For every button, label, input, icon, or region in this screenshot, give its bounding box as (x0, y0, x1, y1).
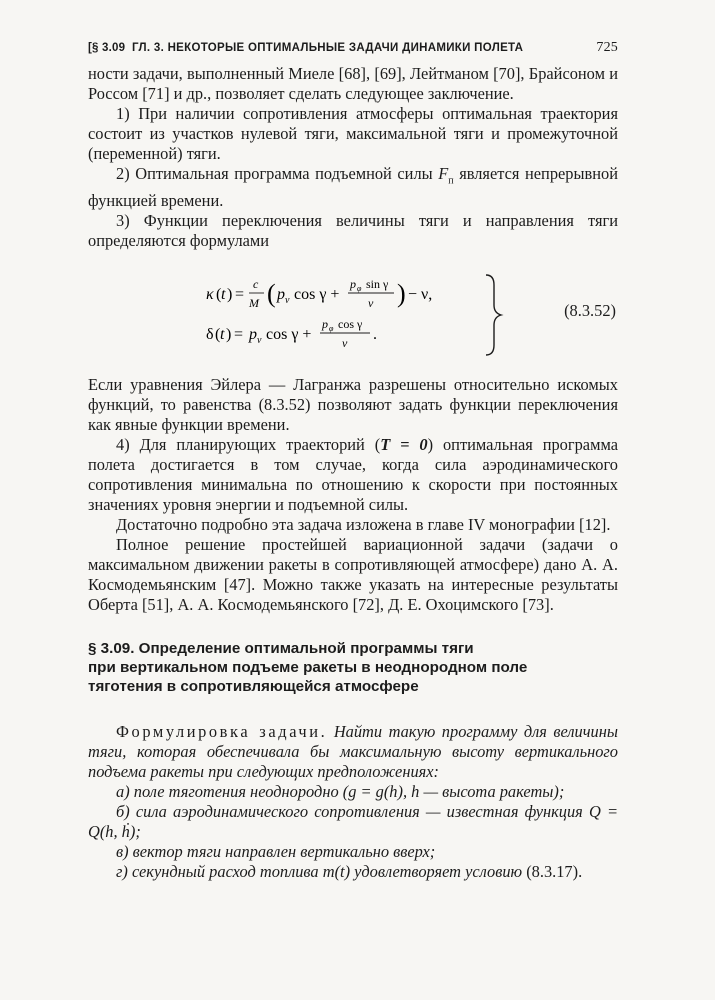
svg-text:φ: φ (357, 284, 362, 294)
svg-text:φ: φ (329, 324, 334, 334)
paragraph-euler: Если уравнения Эйлера — Лагранжа разрешены относительно искомых функций, то равенства (8.3.52) позволяют задать функции переключения как явные функции времени. (88, 375, 618, 435)
svg-text:v: v (257, 335, 262, 347)
svg-text:sin γ: sin γ (366, 277, 389, 292)
item-4 (88, 435, 618, 515)
svg-text:): ) (226, 326, 232, 344)
svg-text:p: p (249, 326, 257, 344)
condition-d-math: m(t) (322, 862, 351, 882)
svg-text:p: p (277, 286, 285, 304)
svg-text:t: t (221, 286, 226, 304)
svg-text:δ: δ (206, 326, 214, 344)
formulation-text: Найти такую программу для величины тяги, которая обеспечивала бы максимальную высоту вертикального подъема ракеты при следующих предположениях: (88, 722, 618, 782)
svg-text:=: = (234, 326, 244, 344)
condition-d-mid: удовлетворяет условию (350, 862, 523, 882)
delta-equation (206, 317, 377, 350)
svg-text:M: M (249, 296, 259, 311)
item-4-suffix: ) оптимальная программа полета достигается в том случае, когда сила аэродинамического сопротивления минимальна по отношению к скорости при постоянных значениях уровня энергии и подъемной силы. (88, 435, 618, 515)
item-3: 3) Функции переключения величины тяги и направления тяги определяются формулами (88, 211, 618, 251)
paragraph-intro: ности задачи, выполненный Миеле [68], [69], Лейтманом [70], Брайсоном и Россом [71] и др., позволяет сделать следующее заключение. (88, 64, 618, 103)
lift-force-sub: п (448, 175, 454, 187)
chapter-title: ГЛ. 3. НЕКОТОРЫЕ ОПТИМАЛЬНЫЕ ЗАДАЧИ ДИНАМИКИ ПОЛЕТА (132, 42, 524, 54)
svg-text:): ) (227, 286, 233, 304)
svg-text:(: ( (267, 279, 276, 309)
paragraph-full-solution: Полное решение простейшей вариационной задачи (задачи о максимальном движении ракеты в сопротивляющей атмосфере) дано А. А. Космодемьянским [47]. Можно также указать на интересные результаты Оберта [51], А. А. Космодемьянского [72], Д. Е. Охоцимского [73]. (88, 535, 618, 615)
switching-functions-formula (88, 267, 508, 363)
condition-a-suffix: — высота ракеты); (419, 782, 565, 802)
svg-text:(: ( (215, 326, 221, 344)
section-heading-line-1: § 3.09. Определение оптимальной программы тяги (88, 640, 474, 658)
item-1: 1) При наличии сопротивления атмосферы оптимальная траектория состоит из участков нулевой тяги, максимальной тяги и промежуточной (переменной) тяги. (88, 104, 618, 163)
svg-text:c: c (253, 277, 259, 292)
condition-a-math: g = g(h), h (348, 782, 420, 802)
item-2-suffix: является непрерывной функцией времени. (88, 164, 618, 211)
condition-d (88, 862, 618, 882)
paragraph-monograph: Достаточно подробно эта задача изложена в главе IV монографии [12]. (116, 515, 611, 535)
svg-text:p: p (350, 277, 356, 292)
condition-d-ref: (8.3.17). (526, 862, 583, 882)
condition-a-text: а) поле тяготения неоднородно ( (116, 782, 349, 802)
item-4-text: 4) Для планирующих траекторий ( (116, 435, 381, 455)
section-heading (88, 639, 618, 696)
svg-text:cos γ: cos γ (338, 317, 363, 332)
svg-text:=: = (235, 286, 245, 304)
item-4-condition: T = 0 (380, 435, 428, 455)
svg-text:): ) (397, 279, 406, 309)
running-head-title (88, 42, 523, 54)
running-head-section: [§ 3.09 (88, 42, 126, 54)
condition-b-math: Q = Q(h, ḣ) (88, 802, 618, 842)
svg-text:(: ( (216, 286, 222, 304)
section-heading-line-3: тяготения в сопротивляющейся атмосфере (88, 678, 419, 696)
lift-force-var: F (438, 164, 449, 183)
svg-text:− ν,: − ν, (408, 286, 433, 304)
page-number: 725 (596, 40, 618, 55)
kappa-equation (206, 277, 432, 310)
svg-text:v: v (342, 336, 348, 351)
page (88, 40, 618, 882)
svg-text:κ: κ (206, 286, 214, 304)
right-brace (486, 275, 501, 355)
svg-text:.: . (373, 326, 377, 344)
condition-b (88, 802, 618, 842)
running-head (88, 40, 618, 56)
equation-number: (8.3.52) (564, 301, 616, 321)
condition-b-suffix: ; (135, 822, 141, 842)
equation-8-3-52 (88, 267, 618, 363)
svg-text:p: p (322, 317, 328, 332)
condition-b-text: б) сила аэродинамического сопротивления — известная функция (116, 802, 589, 822)
svg-text:v: v (285, 295, 290, 307)
svg-text:cos γ +: cos γ + (294, 286, 340, 304)
section-heading-line-2: при вертикальном подъеме ракеты в неоднородном поле (88, 659, 528, 677)
condition-c: в) вектор тяги направлен вертикально вверх; (116, 842, 436, 862)
item-2 (88, 164, 618, 211)
svg-text:v: v (368, 296, 374, 311)
svg-text:t: t (220, 326, 225, 344)
problem-formulation (88, 722, 618, 782)
svg-text:cos γ +: cos γ + (266, 326, 312, 344)
item-2-text: 2) Оптимальная программа подъемной силы (116, 164, 439, 183)
formulation-label: Формулировка задачи. (116, 722, 328, 742)
condition-d-text: г) секундный расход топлива (116, 862, 323, 882)
condition-a (88, 782, 618, 802)
